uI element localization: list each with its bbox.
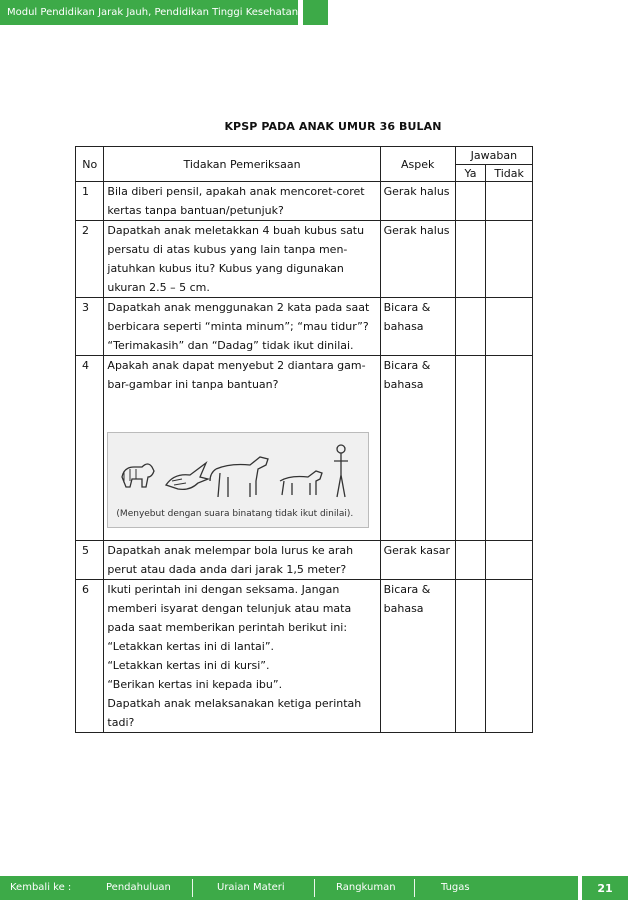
question-line: berbicara seperti “minta minum”; “mau tidur”? (107, 320, 369, 333)
row-aspek (380, 356, 455, 541)
nav-link-rangkuman[interactable]: Rangkuman (336, 882, 396, 893)
question-line: kertas tanpa bantuan/petunjuk? (107, 204, 284, 217)
header-accent-block (303, 0, 328, 25)
aspek-line: Bicara & (383, 583, 431, 596)
question-line: tadi? (107, 716, 135, 729)
question-line: Ikuti perintah ini dengan seksama. Jangan (107, 583, 340, 596)
row-number: 2 (76, 221, 104, 298)
question-line: persatu di atas kubus yang lain tanpa men- (107, 243, 348, 256)
header-aspek: Aspek (380, 147, 455, 182)
footer-nav (0, 876, 578, 900)
aspek-line: Gerak halus (383, 185, 450, 198)
row-question (104, 580, 380, 733)
page-title: KPSP PADA ANAK UMUR 36 BULAN (224, 120, 442, 133)
answer-tidak-cell[interactable] (486, 182, 533, 221)
header-jawaban: Jawaban (455, 147, 532, 165)
answer-tidak-cell[interactable] (486, 580, 533, 733)
question-line: “Letakkan kertas ini di kursi”. (107, 659, 270, 672)
answer-tidak-cell[interactable] (486, 298, 533, 356)
dog-icon (280, 471, 322, 495)
aspek-line: bahasa (383, 320, 424, 333)
question-line: memberi isyarat dengan telunjuk atau mata (107, 602, 352, 615)
question-line: “Letakkan kertas ini di lantai”. (107, 640, 275, 653)
row-aspek (380, 580, 455, 733)
row-question (104, 541, 380, 580)
header-tindakan: Tidakan Pemeriksaan (104, 147, 380, 182)
answer-ya-cell[interactable] (455, 182, 485, 221)
table-row (76, 580, 533, 733)
row-question (104, 182, 380, 221)
image-caption: (Menyebut dengan suara binatang tidak ikut dinilai). (116, 509, 354, 519)
question-line: pada saat memberikan perintah berikut ini: (107, 621, 348, 634)
row-question (104, 356, 380, 541)
table-row (76, 541, 533, 580)
question-line: Dapatkah anak melempar bola lurus ke arah (107, 544, 354, 557)
row-number: 4 (76, 356, 104, 541)
answer-tidak-cell[interactable] (486, 356, 533, 541)
question-line: Bila diberi pensil, apakah anak mencoret-coret (107, 185, 365, 198)
table-row (76, 298, 533, 356)
answer-tidak-cell[interactable] (486, 221, 533, 298)
person-icon (334, 445, 348, 497)
footer-divider (314, 879, 315, 897)
row-aspek (380, 298, 455, 356)
question-line: perut atau dada anda dari jarak 1,5 meter? (107, 563, 347, 576)
table-row (76, 356, 533, 541)
bird-icon (166, 463, 208, 489)
question-line: “Terimakasih” dan “Dadag” tidak ikut dinilai. (107, 339, 354, 352)
nav-link-pendahuluan[interactable]: Pendahuluan (106, 882, 171, 893)
row-aspek (380, 541, 455, 580)
aspek-line: bahasa (383, 378, 424, 391)
aspek-line: Bicara & (383, 359, 431, 372)
page-number: 21 (582, 876, 628, 900)
answer-ya-cell[interactable] (455, 580, 485, 733)
answer-tidak-cell[interactable] (486, 541, 533, 580)
header-ya: Ya (455, 165, 485, 182)
module-header (0, 0, 298, 25)
question-line: “Berikan kertas ini kepada ibu”. (107, 678, 283, 691)
answer-ya-cell[interactable] (455, 541, 485, 580)
table-row (76, 221, 533, 298)
nav-link-uraian-materi[interactable]: Uraian Materi (217, 882, 285, 893)
row-aspek (380, 221, 455, 298)
module-title: Modul Pendidikan Jarak Jauh, Pendidikan Tinggi Kesehatan (7, 7, 299, 18)
aspek-line: Gerak kasar (383, 544, 450, 557)
question-line: ukuran 2.5 – 5 cm. (107, 281, 210, 294)
aspek-line: Gerak halus (383, 224, 450, 237)
aspek-line: bahasa (383, 602, 424, 615)
kpsp-table (75, 146, 533, 733)
row-number: 3 (76, 298, 104, 356)
row-question (104, 298, 380, 356)
answer-ya-cell[interactable] (455, 356, 485, 541)
row-number: 5 (76, 541, 104, 580)
header-tidak: Tidak (486, 165, 533, 182)
horse-icon (210, 457, 268, 497)
footer-divider (414, 879, 415, 897)
row-number: 6 (76, 580, 104, 733)
question-line: bar-gambar ini tanpa bantuan? (107, 378, 279, 391)
row-question (104, 221, 380, 298)
header-no: No (76, 147, 104, 182)
footer-divider (192, 879, 193, 897)
footer-kembali-label: Kembali ke : (10, 882, 72, 893)
answer-ya-cell[interactable] (455, 221, 485, 298)
question-line: Apakah anak dapat menyebut 2 diantara gam- (107, 359, 366, 372)
row-aspek (380, 182, 455, 221)
row-number: 1 (76, 182, 104, 221)
animal-picture (107, 432, 369, 528)
question-line: Dapatkah anak menggunakan 2 kata pada saat (107, 301, 370, 314)
question-line: jatuhkan kubus itu? Kubus yang digunakan (107, 262, 344, 275)
answer-ya-cell[interactable] (455, 298, 485, 356)
nav-link-tugas[interactable]: Tugas (441, 882, 470, 893)
question-line: Dapatkah anak melaksanakan ketiga perintah (107, 697, 362, 710)
question-line: Dapatkah anak meletakkan 4 buah kubus satu (107, 224, 365, 237)
table-row (76, 182, 533, 221)
aspek-line: Bicara & (383, 301, 431, 314)
cat-icon (122, 464, 154, 487)
